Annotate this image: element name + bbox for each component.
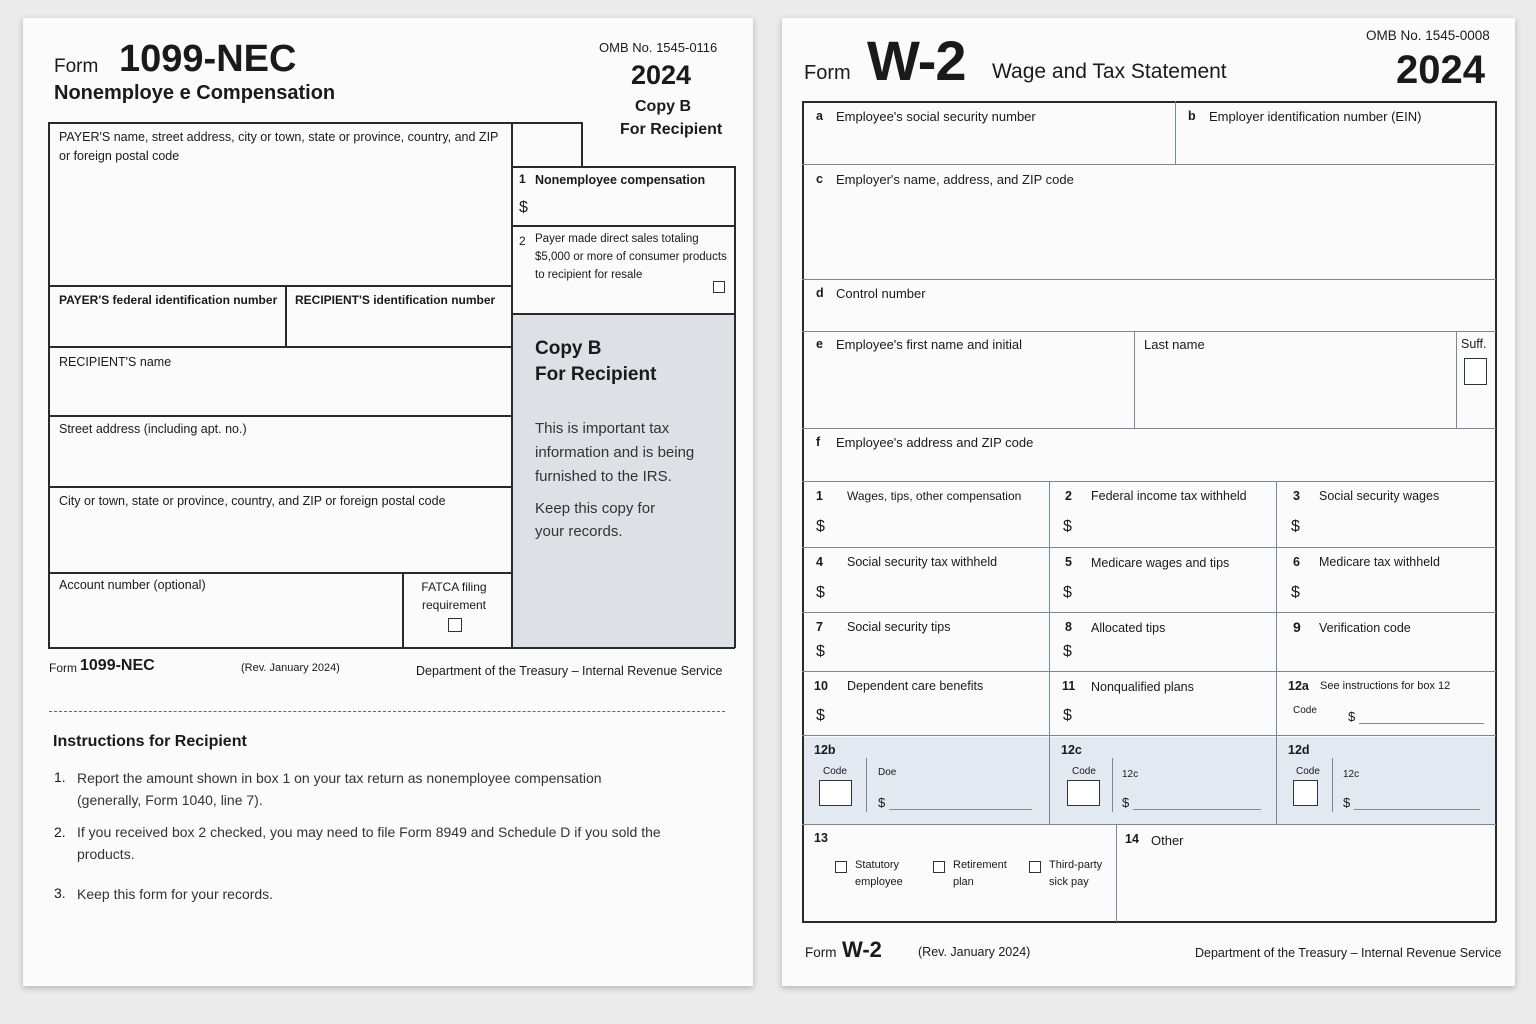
w2-footer-dept: Department of the Treasury – Internal Revenue Service <box>1195 946 1502 960</box>
box12a-amount-line <box>1359 723 1484 724</box>
box4-dollar: $ <box>816 584 825 601</box>
box12c-number: 12c <box>1061 743 1082 757</box>
box5-dollar: $ <box>1063 584 1072 601</box>
box2-label: Payer made direct sales totaling $5,000 or more of consumer products to recipient for resale <box>535 233 727 281</box>
box12d-code-label: Code <box>1296 766 1320 777</box>
suffix-field[interactable] <box>1464 358 1487 385</box>
box5-number: 5 <box>1065 555 1072 569</box>
box-f-label: Employee's address and ZIP code <box>836 435 1034 450</box>
box3-number: 3 <box>1293 489 1300 503</box>
box-d-label: Control number <box>836 286 926 301</box>
box5-label: Medicare wages and tips <box>1091 556 1230 570</box>
last-name-label: Last name <box>1144 337 1205 352</box>
box6-label: Medicare tax withheld <box>1319 555 1440 569</box>
statutory-employee-label: Statutory employee <box>855 859 903 888</box>
box-a-letter: a <box>816 109 823 123</box>
box12a-dollar: $ <box>1348 709 1356 724</box>
w2-title: Wage and Tax Statement <box>992 60 1227 83</box>
box12c-code-field[interactable] <box>1067 780 1100 806</box>
copy-b-label: Copy B <box>635 98 691 115</box>
cut-line <box>49 711 725 712</box>
box8-dollar: $ <box>1063 643 1072 660</box>
box-e-letter: e <box>816 337 823 351</box>
box10-dollar: $ <box>816 707 825 724</box>
w2-form-word: Form <box>804 62 851 84</box>
box2-label: Federal income tax withheld <box>1091 489 1247 503</box>
box10-label: Dependent care benefits <box>847 679 984 693</box>
footer-rev: (Rev. January 2024) <box>241 662 340 674</box>
box1-number: 1 <box>816 489 823 503</box>
box1-dollar: $ <box>816 518 825 535</box>
payer-name-label: PAYER'S name, street address, city or town, state or province, country, and ZIP or foreign postal code <box>59 130 499 163</box>
box-c-label: Employer's name, address, and ZIP code <box>836 172 1074 187</box>
tax-year: 2024 <box>631 60 692 90</box>
box8-number: 8 <box>1065 620 1072 634</box>
box-b-label: Employer identification number (EIN) <box>1209 109 1422 124</box>
box12c-dollar: $ <box>1122 795 1130 810</box>
box12d-sub-label: 12c <box>1343 769 1360 780</box>
box12c-amount-line <box>1133 809 1261 810</box>
panel-copy-b: Copy B <box>535 338 602 359</box>
third-party-sick-pay-label: Third-party sick pay <box>1049 859 1103 888</box>
box8-label: Allocated tips <box>1091 621 1166 635</box>
fatca-checkbox[interactable] <box>448 618 462 632</box>
box3-dollar: $ <box>1291 518 1300 535</box>
box12a-label: See instructions for box 12 <box>1320 680 1451 692</box>
box12b-number: 12b <box>814 743 836 757</box>
w2-form-number: W-2 <box>867 29 966 92</box>
box11-number: 11 <box>1062 679 1076 693</box>
box7-number: 7 <box>816 620 823 634</box>
box14-label: Other <box>1151 833 1184 848</box>
for-recipient-label: For Recipient <box>620 121 723 138</box>
box6-dollar: $ <box>1291 584 1300 601</box>
form-word: Form <box>54 56 99 77</box>
box12-row <box>804 737 1495 824</box>
instructions-title: Instructions for Recipient <box>53 733 247 750</box>
w2-omb: OMB No. 1545-0008 <box>1366 28 1490 43</box>
box7-label: Social security tips <box>847 620 951 634</box>
account-number-label: Account number (optional) <box>59 578 206 592</box>
instruction-3-number: 3. <box>54 885 66 901</box>
box12d-number: 12d <box>1288 743 1310 757</box>
fatca-label: FATCA filing requirement <box>421 580 487 612</box>
retirement-plan-checkbox[interactable] <box>933 861 945 873</box>
box-f-letter: f <box>816 435 821 449</box>
panel-info-text: This is important tax information and is being furnished to the IRS. <box>535 420 695 485</box>
box9-number: 9 <box>1293 619 1301 635</box>
box-c-letter: c <box>816 172 823 186</box>
retirement-plan-label: Retirement plan <box>953 859 1007 888</box>
omb-number: OMB No. 1545-0116 <box>599 40 718 55</box>
instruction-1-text: Report the amount shown in box 1 on your tax return as nonemployee compensation (generally, Form 1040, line 7). <box>77 770 602 808</box>
w2-footer-rev: (Rev. January 2024) <box>918 945 1031 959</box>
footer-dept: Department of the Treasury – Internal Revenue Service <box>416 664 723 678</box>
w2-year: 2024 <box>1396 48 1485 92</box>
box2-checkbox[interactable] <box>713 281 725 293</box>
box11-dollar: $ <box>1063 707 1072 724</box>
box1-dollar: $ <box>519 199 528 216</box>
box12c-code-label: Code <box>1072 766 1096 777</box>
box12c-sub-label: 12c <box>1122 769 1139 780</box>
box11-label: Nonqualified plans <box>1091 680 1194 694</box>
city-label: City or town, state or province, country, and ZIP or foreign postal code <box>59 494 446 508</box>
box14-number: 14 <box>1125 832 1139 846</box>
third-party-sick-pay-checkbox[interactable] <box>1029 861 1041 873</box>
box12d-dollar: $ <box>1343 795 1351 810</box>
panel-for-recipient: For Recipient <box>535 364 657 385</box>
box12b-dollar: $ <box>878 795 886 810</box>
box2-number: 2 <box>519 234 526 248</box>
box-d-letter: d <box>816 286 824 300</box>
box12d-amount-line <box>1354 809 1480 810</box>
street-address-label: Street address (including apt. no.) <box>59 422 247 436</box>
box1-label: Wages, tips, other compensation <box>847 489 1022 503</box>
statutory-employee-checkbox[interactable] <box>835 861 847 873</box>
box4-number: 4 <box>816 555 823 569</box>
panel-keep-text: Keep this copy for your records. <box>535 500 656 541</box>
box1-number: 1 <box>519 172 526 186</box>
box9-label: Verification code <box>1319 621 1411 635</box>
box2-dollar: $ <box>1063 518 1072 535</box>
payer-tin-label: PAYER'S federal identification number <box>59 293 278 307</box>
box3-label: Social security wages <box>1319 489 1440 503</box>
box12a-number: 12a <box>1288 679 1309 693</box>
instruction-2-number: 2. <box>54 824 66 840</box>
box-e-label: Employee's first name and initial <box>836 337 1023 352</box>
box12b-sub-label: Doe <box>878 767 897 778</box>
form-number: 1099-NEC <box>119 38 297 80</box>
box12a-code-label: Code <box>1293 705 1317 716</box>
box1-label: Nonemployee compensation <box>535 173 706 187</box>
instruction-2-text: If you received box 2 checked, you may need to file Form 8949 and Schedule D if you sold the products. <box>77 824 661 862</box>
suffix-label: Suff. <box>1461 337 1487 351</box>
instruction-1-number: 1. <box>54 769 66 785</box>
box-b-letter: b <box>1188 109 1196 123</box>
box2-number: 2 <box>1065 489 1072 503</box>
box7-dollar: $ <box>816 643 825 660</box>
box12b-amount-line <box>889 809 1032 810</box>
w2-footer-form-number: W-2 <box>842 937 882 962</box>
box4-label: Social security tax withheld <box>847 555 998 569</box>
recipient-name-label: RECIPIENT'S name <box>59 355 172 369</box>
footer-form-word: Form <box>49 661 77 675</box>
w2-footer-form-word: Form <box>805 945 837 960</box>
instruction-3-text: Keep this form for your records. <box>77 886 274 902</box>
box10-number: 10 <box>814 679 828 693</box>
form-w2-sheet <box>782 18 1515 986</box>
box13-number: 13 <box>814 831 828 845</box>
box12b-code-field[interactable] <box>819 780 852 806</box>
box12b-code-label: Code <box>823 766 847 777</box>
form-1099-nec-sheet <box>23 18 753 986</box>
box-a-label: Employee's social security number <box>836 109 1036 124</box>
box12d-code-field[interactable] <box>1293 780 1318 806</box>
box6-number: 6 <box>1293 555 1300 569</box>
footer-form-number: 1099-NEC <box>80 657 155 674</box>
recipient-tin-label: RECIPIENT'S identification number <box>295 293 496 307</box>
form-subtitle: Nonemploye e Compensation <box>54 82 336 104</box>
